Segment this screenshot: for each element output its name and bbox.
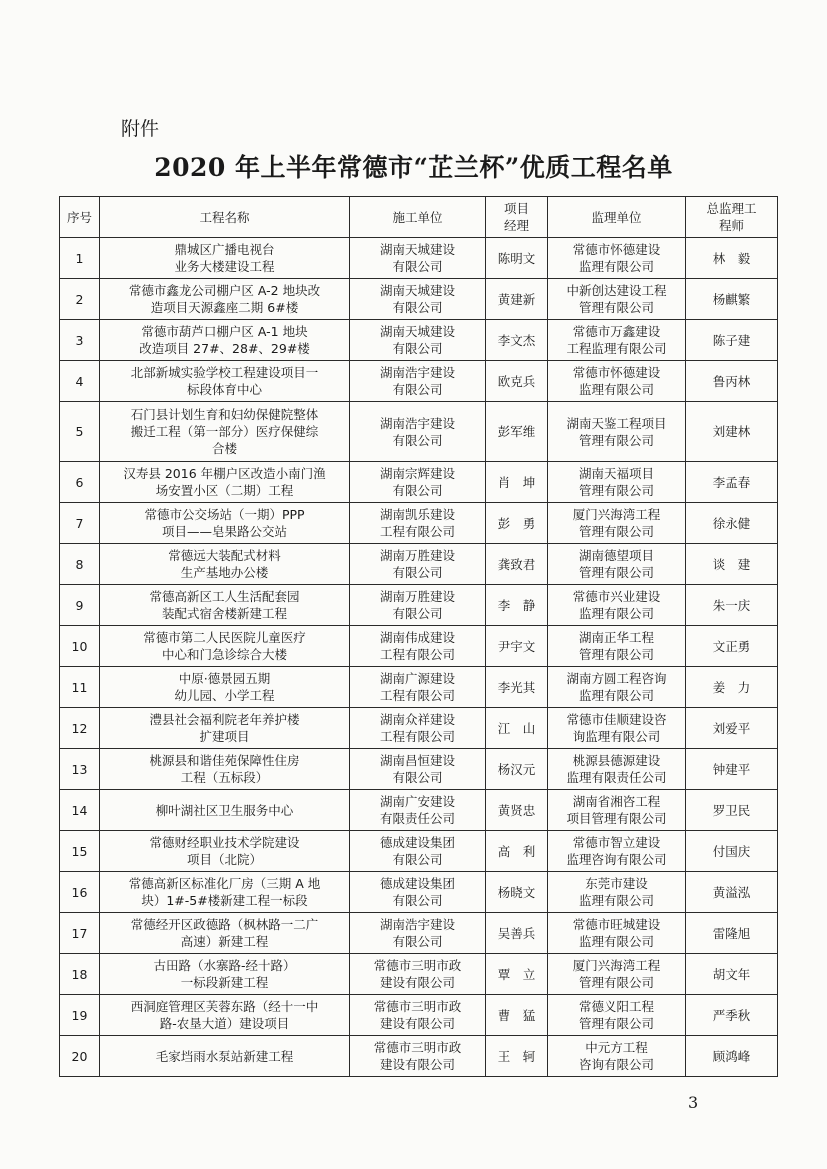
cell-project-name-line: 合楼 bbox=[211, 441, 237, 456]
cell-supervisor-line: 项目管理有限公司 bbox=[566, 811, 667, 826]
cell-project-name bbox=[100, 954, 350, 995]
cell-project-manager: 杨晓文 bbox=[486, 872, 548, 913]
cell-supervisor-line: 监理咨询有限公司 bbox=[566, 852, 667, 867]
cell-project-manager: 龚致君 bbox=[486, 544, 548, 585]
cell-builder-line: 湖南天城建设 bbox=[379, 242, 455, 257]
cell-no: 14 bbox=[60, 790, 100, 831]
cell-project-name-line: 常德经开区政德路（枫林路一二广 bbox=[130, 917, 319, 932]
cell-supervisor-line: 工程监理有限公司 bbox=[566, 341, 667, 356]
cell-builder-line: 有限公司 bbox=[392, 606, 443, 621]
table-row bbox=[60, 913, 778, 954]
cell-chief-supervisor: 付国庆 bbox=[686, 831, 778, 872]
cell-chief-supervisor: 鲁丙林 bbox=[686, 361, 778, 402]
cell-project-name bbox=[100, 667, 350, 708]
cell-project-name-line: 常德高新区工人生活配套园 bbox=[149, 589, 300, 604]
cell-project-manager: 黄建新 bbox=[486, 279, 548, 320]
cell-supervisor-line: 常德市佳顺建设咨 bbox=[566, 712, 667, 727]
cell-no: 7 bbox=[60, 503, 100, 544]
cell-supervisor bbox=[548, 503, 686, 544]
cell-supervisor-line: 湖南天福项目 bbox=[578, 466, 654, 481]
cell-builder bbox=[350, 708, 486, 749]
cell-builder bbox=[350, 872, 486, 913]
cell-supervisor bbox=[548, 1036, 686, 1077]
cell-project-manager: 吴善兵 bbox=[486, 913, 548, 954]
cell-builder bbox=[350, 544, 486, 585]
cell-builder-line: 工程有限公司 bbox=[379, 647, 455, 662]
cell-chief-supervisor: 杨麒繁 bbox=[686, 279, 778, 320]
cell-project-name-line: 幼儿园、小学工程 bbox=[174, 688, 275, 703]
cell-project-name bbox=[100, 913, 350, 954]
cell-supervisor-line: 询监理有限公司 bbox=[572, 729, 661, 744]
cell-project-name-line: 北部新城实验学校工程建设项目一 bbox=[130, 365, 319, 380]
cell-supervisor bbox=[548, 361, 686, 402]
cell-project-manager: 彭军维 bbox=[486, 402, 548, 462]
table-row bbox=[60, 831, 778, 872]
cell-supervisor bbox=[548, 462, 686, 503]
cell-builder-line: 建设有限公司 bbox=[379, 1057, 455, 1072]
cell-project-name bbox=[100, 872, 350, 913]
cell-project-name-line: 柳叶湖社区卫生服务中心 bbox=[155, 802, 294, 818]
cell-project-name-line: 高速）新建工程 bbox=[180, 934, 269, 949]
cell-no: 9 bbox=[60, 585, 100, 626]
header-pm-line: 经理 bbox=[503, 218, 529, 233]
cell-supervisor bbox=[548, 995, 686, 1036]
cell-chief-supervisor: 朱一庆 bbox=[686, 585, 778, 626]
cell-builder bbox=[350, 279, 486, 320]
table-body bbox=[60, 238, 778, 1077]
cell-project-name bbox=[100, 749, 350, 790]
cell-supervisor-line: 湖南天鉴工程项目 bbox=[566, 415, 667, 431]
table-row bbox=[60, 402, 778, 462]
header-chief-line: 程师 bbox=[718, 218, 744, 233]
cell-supervisor-line: 管理有限公司 bbox=[578, 483, 654, 498]
cell-builder-line: 有限公司 bbox=[392, 432, 443, 448]
table-row bbox=[60, 238, 778, 279]
cell-builder-line: 有限公司 bbox=[392, 770, 443, 785]
cell-supervisor-line: 监理有限公司 bbox=[578, 382, 654, 397]
cell-builder bbox=[350, 503, 486, 544]
cell-project-name-line: 中原·德景园五期 bbox=[178, 671, 271, 686]
cell-builder-line: 湖南万胜建设 bbox=[379, 589, 455, 604]
cell-supervisor-line: 常德市智立建设 bbox=[572, 835, 661, 850]
cell-builder-line: 湖南伟成建设 bbox=[379, 630, 455, 645]
cell-builder-line: 有限公司 bbox=[392, 341, 443, 356]
cell-supervisor-line: 监理有限公司 bbox=[578, 688, 654, 703]
table-header-row bbox=[60, 197, 778, 238]
cell-builder-line: 湖南浩宇建设 bbox=[379, 365, 455, 380]
cell-supervisor bbox=[548, 667, 686, 708]
project-table bbox=[59, 196, 778, 1077]
cell-supervisor-line: 湖南方圆工程咨询 bbox=[566, 671, 667, 686]
cell-project-name-line: 常德财经职业技术学院建设 bbox=[149, 835, 300, 850]
cell-builder-line: 德成建设集团 bbox=[379, 876, 455, 891]
cell-supervisor-line: 监理有限公司 bbox=[578, 606, 654, 621]
cell-supervisor-line: 湖南德望项目 bbox=[578, 548, 654, 563]
header-builder: 施工单位 bbox=[350, 197, 486, 238]
cell-no: 8 bbox=[60, 544, 100, 585]
table-row bbox=[60, 749, 778, 790]
cell-no: 5 bbox=[60, 402, 100, 462]
cell-no: 12 bbox=[60, 708, 100, 749]
cell-builder bbox=[350, 361, 486, 402]
header-no: 序号 bbox=[60, 197, 100, 238]
cell-no: 3 bbox=[60, 320, 100, 361]
header-chief bbox=[686, 197, 778, 238]
cell-chief-supervisor: 林 毅 bbox=[686, 238, 778, 279]
cell-chief-supervisor: 胡文年 bbox=[686, 954, 778, 995]
cell-builder bbox=[350, 238, 486, 279]
cell-builder bbox=[350, 667, 486, 708]
cell-supervisor-line: 湖南正华工程 bbox=[578, 630, 654, 645]
cell-builder-line: 湖南凯乐建设 bbox=[379, 507, 455, 522]
cell-builder-line: 湖南万胜建设 bbox=[379, 548, 455, 563]
table-row bbox=[60, 667, 778, 708]
cell-project-name bbox=[100, 279, 350, 320]
table-row bbox=[60, 585, 778, 626]
cell-project-name bbox=[100, 995, 350, 1036]
cell-project-manager: 李文杰 bbox=[486, 320, 548, 361]
cell-builder bbox=[350, 995, 486, 1036]
cell-supervisor bbox=[548, 626, 686, 667]
table-row bbox=[60, 361, 778, 402]
cell-supervisor-line: 监理有限公司 bbox=[578, 934, 654, 949]
cell-supervisor bbox=[548, 708, 686, 749]
cell-builder bbox=[350, 585, 486, 626]
cell-no: 18 bbox=[60, 954, 100, 995]
cell-project-manager: 曹 猛 bbox=[486, 995, 548, 1036]
cell-project-name-line: 改造项目 27#、28#、29#楼 bbox=[139, 341, 310, 356]
cell-project-manager: 陈明文 bbox=[486, 238, 548, 279]
table-row bbox=[60, 544, 778, 585]
table-row bbox=[60, 626, 778, 667]
cell-supervisor-line: 常德市兴业建设 bbox=[572, 589, 661, 604]
cell-project-manager: 杨汉元 bbox=[486, 749, 548, 790]
cell-supervisor bbox=[548, 954, 686, 995]
cell-no: 10 bbox=[60, 626, 100, 667]
cell-supervisor-line: 常德市怀德建设 bbox=[572, 365, 661, 380]
cell-supervisor bbox=[548, 913, 686, 954]
cell-project-name-line: 桃源县和谐佳苑保障性住房 bbox=[149, 753, 300, 768]
cell-project-name-line: 常德高新区标准化厂房（三期 A 地 bbox=[128, 876, 321, 891]
cell-chief-supervisor: 陈子建 bbox=[686, 320, 778, 361]
cell-builder-line: 湖南天城建设 bbox=[379, 283, 455, 298]
cell-project-name-line: 常德市公交场站（一期）PPP bbox=[144, 507, 305, 522]
cell-project-name-line: 一标段新建工程 bbox=[180, 975, 269, 990]
cell-supervisor-line: 常德市万鑫建设 bbox=[572, 324, 661, 339]
cell-supervisor-line: 厦门兴海湾工程 bbox=[572, 507, 661, 522]
cell-project-manager: 黄贤忠 bbox=[486, 790, 548, 831]
cell-project-name-line: 工程（五标段） bbox=[180, 770, 269, 785]
cell-builder-line: 有限公司 bbox=[392, 300, 443, 315]
table-row bbox=[60, 279, 778, 320]
cell-project-name bbox=[100, 790, 350, 831]
cell-builder-line: 常德市三明市政 bbox=[373, 958, 462, 973]
cell-builder-line: 有限公司 bbox=[392, 483, 443, 498]
cell-no: 4 bbox=[60, 361, 100, 402]
cell-project-name-line: 扩建项目 bbox=[199, 729, 250, 744]
cell-chief-supervisor: 黄溢泓 bbox=[686, 872, 778, 913]
cell-supervisor-line: 中新创达建设工程 bbox=[566, 283, 667, 298]
header-supervisor: 监理单位 bbox=[548, 197, 686, 238]
cell-supervisor bbox=[548, 544, 686, 585]
cell-supervisor bbox=[548, 872, 686, 913]
cell-builder-line: 有限公司 bbox=[392, 259, 443, 274]
cell-project-name bbox=[100, 320, 350, 361]
cell-project-name-line: 生产基地办公楼 bbox=[180, 565, 269, 580]
cell-project-name bbox=[100, 402, 350, 462]
cell-builder-line: 有限公司 bbox=[392, 934, 443, 949]
cell-project-name-line: 汉寿县 2016 年棚户区改造小南门渔 bbox=[123, 466, 326, 481]
cell-project-name bbox=[100, 462, 350, 503]
cell-project-name bbox=[100, 1036, 350, 1077]
cell-builder bbox=[350, 790, 486, 831]
header-pm bbox=[486, 197, 548, 238]
cell-project-name-line: 常德市葫芦口棚户区 A-1 地块 bbox=[141, 324, 308, 339]
cell-project-name bbox=[100, 708, 350, 749]
cell-supervisor-line: 管理有限公司 bbox=[578, 524, 654, 539]
table-row bbox=[60, 790, 778, 831]
cell-project-name-line: 搬迁工程（第一部分）医疗保健综 bbox=[130, 424, 319, 439]
cell-supervisor-line: 桃源县德源建设 bbox=[572, 753, 661, 768]
cell-project-manager: 肖 坤 bbox=[486, 462, 548, 503]
cell-supervisor bbox=[548, 749, 686, 790]
cell-project-name-line: 西洞庭管理区芙蓉东路（经十一中 bbox=[130, 999, 319, 1014]
cell-supervisor-line: 东莞市建设 bbox=[585, 876, 648, 891]
cell-chief-supervisor: 谈 建 bbox=[686, 544, 778, 585]
cell-supervisor bbox=[548, 790, 686, 831]
cell-no: 16 bbox=[60, 872, 100, 913]
table-row bbox=[60, 708, 778, 749]
page-number: 3 bbox=[688, 1093, 699, 1112]
cell-project-name bbox=[100, 831, 350, 872]
cell-project-name-line: 常德市第二人民医院儿童医疗 bbox=[143, 630, 306, 645]
cell-supervisor-line: 咨询有限公司 bbox=[578, 1057, 654, 1072]
cell-project-name-line: 鼎城区广播电视台 bbox=[174, 242, 275, 257]
cell-supervisor bbox=[548, 585, 686, 626]
cell-chief-supervisor: 刘爱平 bbox=[686, 708, 778, 749]
cell-supervisor-line: 管理有限公司 bbox=[578, 1016, 654, 1031]
cell-no: 1 bbox=[60, 238, 100, 279]
cell-project-name bbox=[100, 585, 350, 626]
cell-supervisor-line: 管理有限公司 bbox=[578, 647, 654, 662]
cell-builder-line: 有限公司 bbox=[392, 893, 443, 908]
cell-chief-supervisor: 徐永健 bbox=[686, 503, 778, 544]
cell-project-name-line: 项目——皂果路公交站 bbox=[161, 524, 287, 539]
cell-chief-supervisor: 严季秋 bbox=[686, 995, 778, 1036]
cell-project-manager: 尹宇文 bbox=[486, 626, 548, 667]
cell-project-name bbox=[100, 503, 350, 544]
table-row bbox=[60, 872, 778, 913]
cell-builder-line: 建设有限公司 bbox=[379, 975, 455, 990]
cell-supervisor bbox=[548, 402, 686, 462]
cell-builder-line: 湖南浩宇建设 bbox=[379, 917, 455, 932]
cell-project-name-line: 路-农垦大道）建设项目 bbox=[159, 1016, 290, 1031]
cell-supervisor-line: 监理有限公司 bbox=[578, 893, 654, 908]
cell-supervisor-line: 管理有限公司 bbox=[578, 432, 654, 448]
cell-builder-line: 湖南众祥建设 bbox=[379, 712, 455, 727]
cell-chief-supervisor: 钟建平 bbox=[686, 749, 778, 790]
cell-supervisor-line: 常德市旺城建设 bbox=[572, 917, 661, 932]
cell-project-manager: 覃 立 bbox=[486, 954, 548, 995]
cell-supervisor-line: 管理有限公司 bbox=[578, 300, 654, 315]
cell-chief-supervisor: 李孟春 bbox=[686, 462, 778, 503]
cell-builder-line: 有限公司 bbox=[392, 852, 443, 867]
cell-chief-supervisor: 刘建林 bbox=[686, 402, 778, 462]
cell-builder bbox=[350, 954, 486, 995]
cell-builder-line: 有限公司 bbox=[392, 565, 443, 580]
cell-project-manager: 高 利 bbox=[486, 831, 548, 872]
cell-project-name bbox=[100, 361, 350, 402]
cell-project-name-line: 项目（北院） bbox=[186, 852, 262, 867]
cell-project-name-line: 块）1#-5#楼新建工程一标段 bbox=[141, 893, 308, 908]
cell-builder bbox=[350, 913, 486, 954]
cell-supervisor bbox=[548, 279, 686, 320]
cell-builder-line: 有限公司 bbox=[392, 382, 443, 397]
cell-project-manager: 李 静 bbox=[486, 585, 548, 626]
cell-supervisor bbox=[548, 320, 686, 361]
cell-project-manager: 欧克兵 bbox=[486, 361, 548, 402]
header-chief-line: 总监理工 bbox=[706, 201, 757, 216]
cell-project-manager: 彭 勇 bbox=[486, 503, 548, 544]
cell-builder-line: 工程有限公司 bbox=[379, 688, 455, 703]
cell-project-name-line: 业务大楼建设工程 bbox=[174, 259, 275, 274]
cell-builder-line: 常德市三明市政 bbox=[373, 1040, 462, 1055]
cell-chief-supervisor: 文正勇 bbox=[686, 626, 778, 667]
cell-no: 2 bbox=[60, 279, 100, 320]
cell-project-name-line: 标段体育中心 bbox=[186, 382, 262, 397]
cell-no: 19 bbox=[60, 995, 100, 1036]
cell-supervisor-line: 湖南省湘咨工程 bbox=[572, 794, 661, 809]
cell-builder-line: 湖南宗辉建设 bbox=[379, 466, 455, 481]
cell-builder-line: 工程有限公司 bbox=[379, 729, 455, 744]
cell-no: 17 bbox=[60, 913, 100, 954]
cell-project-name bbox=[100, 626, 350, 667]
table-row bbox=[60, 954, 778, 995]
cell-supervisor-line: 常德义阳工程 bbox=[578, 999, 654, 1014]
cell-no: 13 bbox=[60, 749, 100, 790]
cell-chief-supervisor: 罗卫民 bbox=[686, 790, 778, 831]
header-pm-line: 项目 bbox=[503, 201, 529, 216]
cell-project-name-line: 毛家垱雨水泵站新建工程 bbox=[155, 1048, 294, 1064]
cell-builder bbox=[350, 626, 486, 667]
cell-builder bbox=[350, 402, 486, 462]
table-row bbox=[60, 503, 778, 544]
cell-project-name-line: 石门县计划生育和妇幼保健院整体 bbox=[130, 407, 319, 422]
cell-chief-supervisor: 雷隆旭 bbox=[686, 913, 778, 954]
cell-builder bbox=[350, 749, 486, 790]
cell-supervisor-line: 常德市怀德建设 bbox=[572, 242, 661, 257]
table-row bbox=[60, 320, 778, 361]
cell-chief-supervisor: 顾鸿峰 bbox=[686, 1036, 778, 1077]
cell-builder bbox=[350, 831, 486, 872]
cell-supervisor-line: 管理有限公司 bbox=[578, 565, 654, 580]
cell-builder-line: 德成建设集团 bbox=[379, 835, 455, 850]
cell-no: 20 bbox=[60, 1036, 100, 1077]
cell-builder-line: 工程有限公司 bbox=[379, 524, 455, 539]
cell-supervisor bbox=[548, 238, 686, 279]
cell-builder bbox=[350, 1036, 486, 1077]
cell-project-name-line: 装配式宿舍楼新建工程 bbox=[161, 606, 287, 621]
cell-project-name-line: 常德远大装配式材料 bbox=[168, 548, 281, 563]
cell-project-name-line: 中心和门急诊综合大楼 bbox=[161, 647, 287, 662]
cell-builder-line: 有限责任公司 bbox=[379, 811, 455, 826]
cell-supervisor-line: 中元方工程 bbox=[585, 1040, 648, 1055]
cell-builder bbox=[350, 320, 486, 361]
cell-project-name-line: 古田路（水寨路-经十路） bbox=[153, 958, 296, 973]
cell-project-manager: 江 山 bbox=[486, 708, 548, 749]
cell-project-name bbox=[100, 238, 350, 279]
cell-project-manager: 李光其 bbox=[486, 667, 548, 708]
cell-no: 15 bbox=[60, 831, 100, 872]
cell-builder-line: 常德市三明市政 bbox=[373, 999, 462, 1014]
cell-supervisor-line: 监理有限责任公司 bbox=[566, 770, 667, 785]
cell-project-name-line: 场安置小区（二期）工程 bbox=[155, 483, 294, 498]
cell-no: 11 bbox=[60, 667, 100, 708]
cell-supervisor-line: 监理有限公司 bbox=[578, 259, 654, 274]
cell-builder bbox=[350, 462, 486, 503]
cell-no: 6 bbox=[60, 462, 100, 503]
cell-builder-line: 湖南天城建设 bbox=[379, 324, 455, 339]
cell-project-name-line: 常德市鑫龙公司棚户区 A-2 地块改 bbox=[128, 283, 321, 298]
cell-project-name-line: 造项目天源鑫座二期 6#楼 bbox=[150, 300, 299, 315]
attachment-label: 附件 bbox=[121, 118, 160, 140]
cell-builder-line: 湖南浩宇建设 bbox=[379, 415, 455, 431]
table-row bbox=[60, 462, 778, 503]
page-title: 2020 年上半年常德市“芷兰杯”优质工程名单 bbox=[154, 153, 673, 182]
cell-supervisor-line: 厦门兴海湾工程 bbox=[572, 958, 661, 973]
header-name: 工程名称 bbox=[100, 197, 350, 238]
cell-chief-supervisor: 姜 力 bbox=[686, 667, 778, 708]
cell-builder-line: 湖南广安建设 bbox=[379, 794, 455, 809]
cell-builder-line: 建设有限公司 bbox=[379, 1016, 455, 1031]
cell-supervisor-line: 管理有限公司 bbox=[578, 975, 654, 990]
cell-project-name bbox=[100, 544, 350, 585]
cell-builder-line: 湖南广源建设 bbox=[379, 671, 455, 686]
table-row bbox=[60, 995, 778, 1036]
cell-project-name-line: 澧县社会福利院老年养护楼 bbox=[149, 712, 300, 727]
table-row bbox=[60, 1036, 778, 1077]
cell-builder-line: 湖南昌恒建设 bbox=[379, 753, 455, 768]
cell-supervisor bbox=[548, 831, 686, 872]
cell-project-manager: 王 轲 bbox=[486, 1036, 548, 1077]
